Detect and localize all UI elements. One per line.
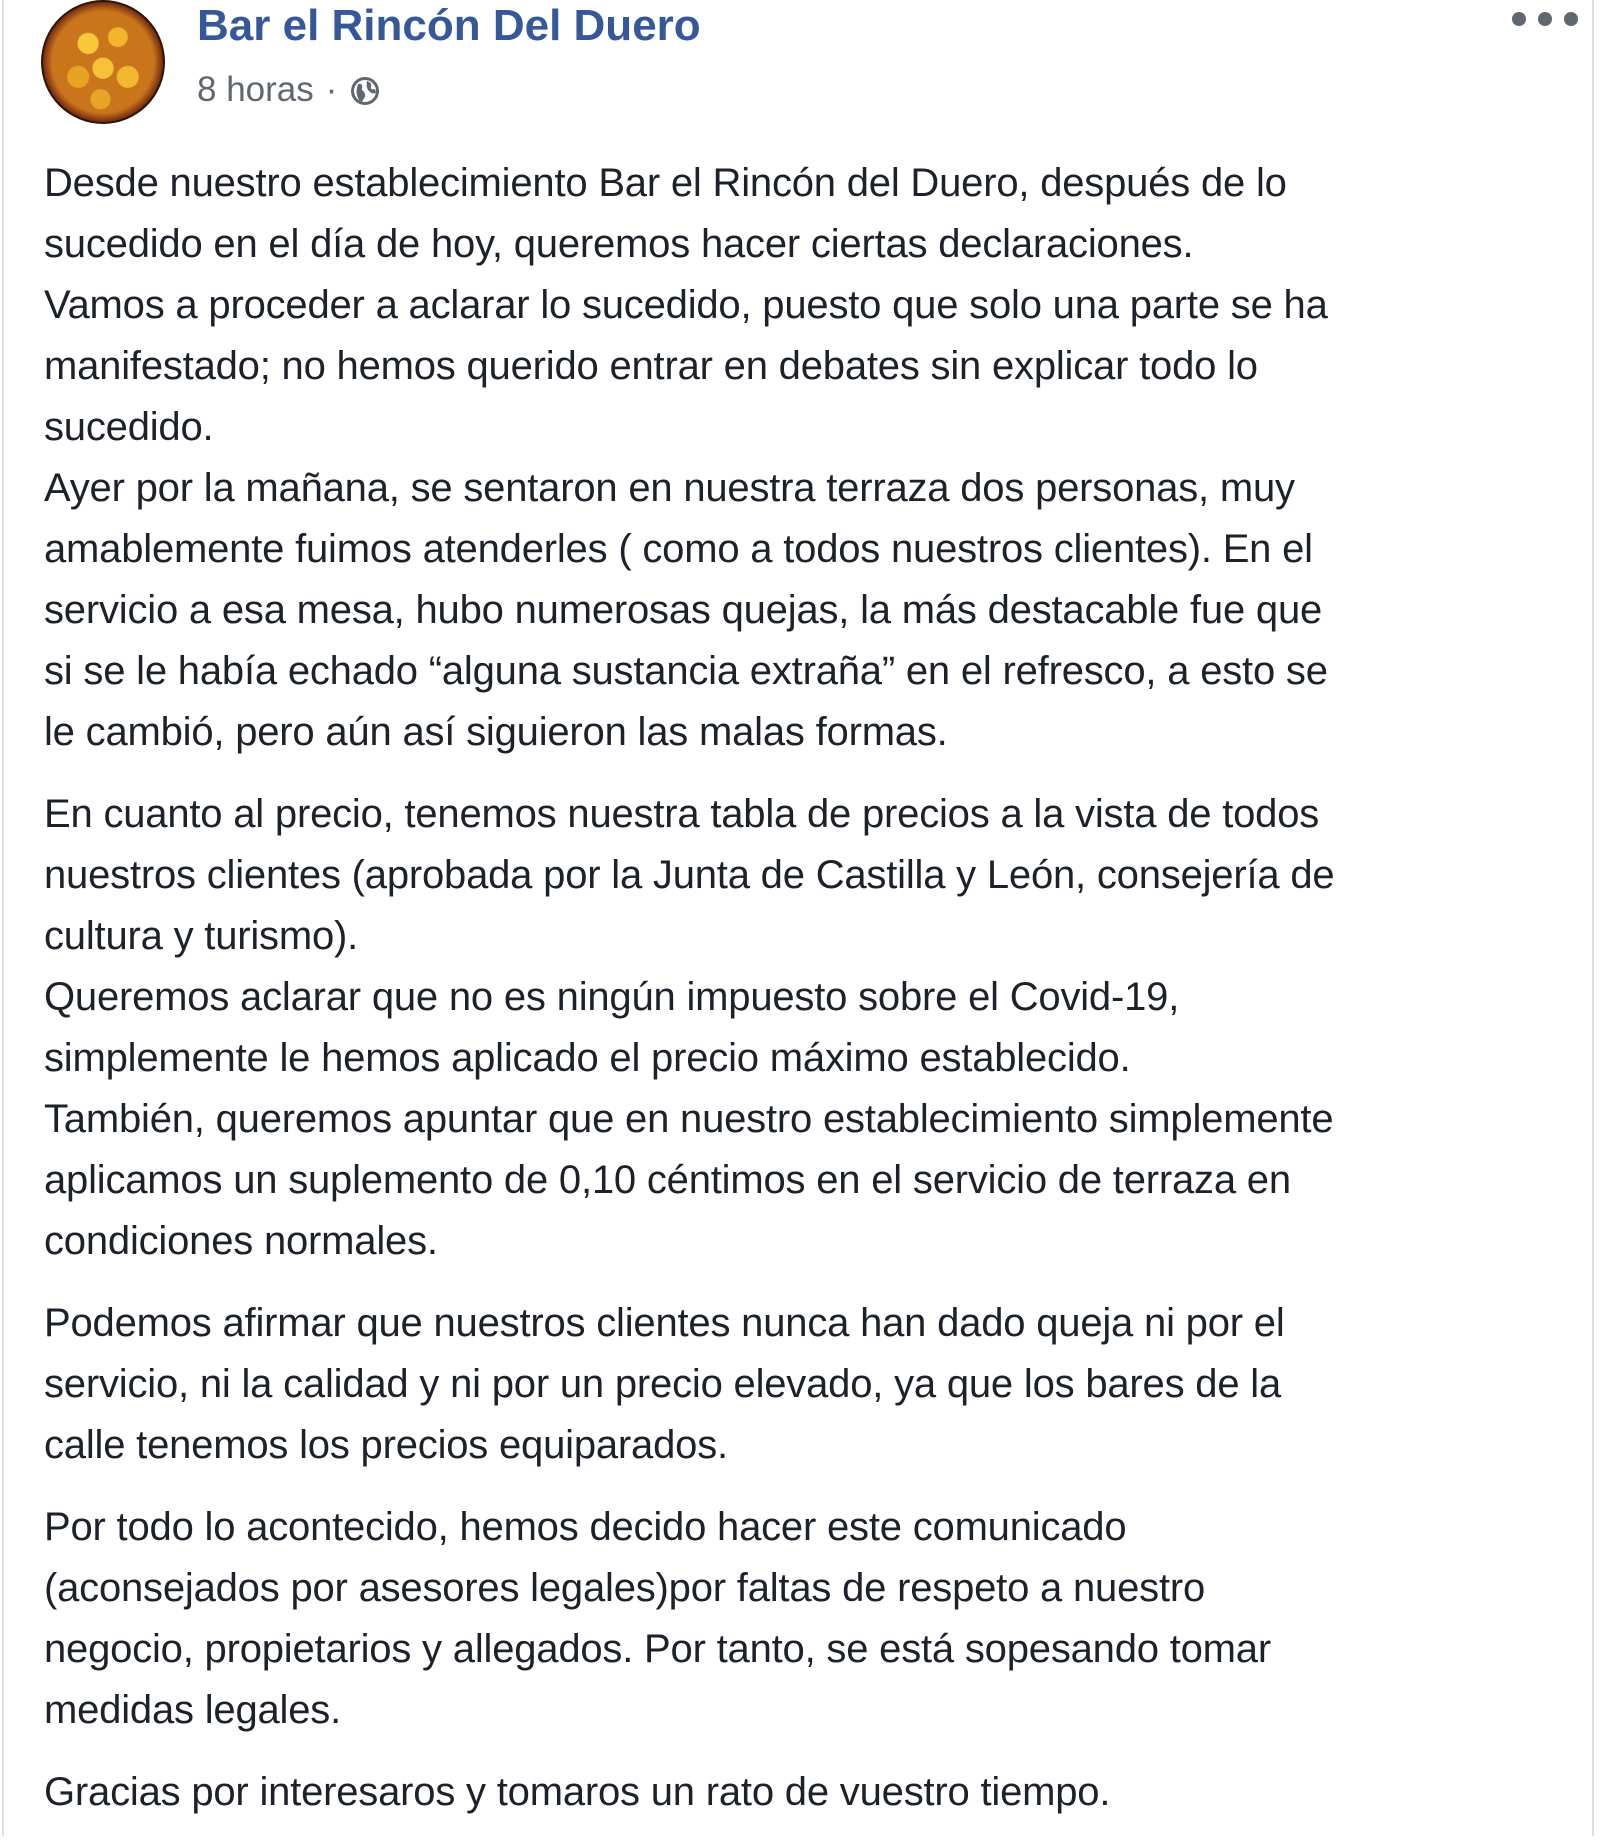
post-line: Queremos aclarar que no es ningún impuesto sobre el Covid-19,: [44, 975, 1180, 1019]
meta-separator: ·: [325, 70, 338, 109]
post-line: cultura y turismo).: [44, 914, 359, 958]
post-line: servicio a esa mesa, hubo numerosas quejas, la más destacable fue que: [44, 588, 1323, 632]
post-line: Vamos a proceder a aclarar lo sucedido, puesto que solo una parte se ha: [44, 283, 1328, 327]
ellipsis-icon-dot: [1512, 12, 1526, 26]
globe-icon[interactable]: [349, 74, 381, 106]
post-paragraph: [44, 1762, 1584, 1823]
more-options-button[interactable]: [1512, 8, 1578, 30]
post-meta: [197, 68, 381, 112]
ellipsis-icon-dot: [1538, 12, 1552, 26]
page-avatar[interactable]: [41, 0, 165, 124]
facebook-post: [2, 0, 1594, 1836]
post-line: condiciones normales.: [44, 1219, 438, 1263]
post-paragraph: [44, 1497, 1584, 1741]
post-line: En cuanto al precio, tenemos nuestra tabla de precios a la vista de todos: [44, 792, 1320, 836]
post-line: También, queremos apuntar que en nuestro establecimiento simplemente: [44, 1097, 1334, 1141]
post-line: nuestros clientes (aprobada por la Junta de Castilla y León, consejería de: [44, 853, 1335, 897]
post-line: aplicamos un suplemento de 0,10 céntimos en el servicio de terraza en: [44, 1158, 1291, 1202]
post-line: Por todo lo acontecido, hemos decido hacer este comunicado: [44, 1505, 1127, 1549]
post-line: sucedido en el día de hoy, queremos hacer ciertas declaraciones.: [44, 222, 1194, 266]
post-line: Desde nuestro establecimiento Bar el Rincón del Duero, después de lo: [44, 161, 1287, 205]
post-paragraph: [44, 784, 1584, 1272]
post-line: calle tenemos los precios equiparados.: [44, 1423, 728, 1467]
post-line: Podemos afirmar que nuestros clientes nunca han dado queja ni por el: [44, 1301, 1285, 1345]
post-line: negocio, propietarios y allegados. Por tanto, se está sopesando tomar: [44, 1627, 1271, 1671]
post-line: simplemente le hemos aplicado el precio máximo establecido.: [44, 1036, 1131, 1080]
post-timestamp[interactable]: 8 horas: [197, 70, 314, 109]
post-line: sucedido.: [44, 405, 214, 449]
post-line: servicio, ni la calidad y ni por un precio elevado, ya que los bares de la: [44, 1362, 1282, 1406]
post-line: manifestado; no hemos querido entrar en debates sin explicar todo lo: [44, 344, 1258, 388]
post-line: si se le había echado “alguna sustancia extraña” en el refresco, a esto se: [44, 649, 1328, 693]
ellipsis-icon-dot: [1564, 12, 1578, 26]
post-paragraph: [44, 153, 1584, 763]
post-paragraph: [44, 1293, 1584, 1476]
post-line: (aconsejados por asesores legales)por faltas de respeto a nuestro: [44, 1566, 1206, 1610]
post-line: Ayer por la mañana, se sentaron en nuestra terraza dos personas, muy: [44, 466, 1295, 510]
page-name-link[interactable]: Bar el Rincón Del Duero: [197, 1, 701, 50]
post-line: le cambió, pero aún así siguieron las malas formas.: [44, 710, 948, 754]
post-line: Gracias por interesaros y tomaros un rato de vuestro tiempo.: [44, 1770, 1111, 1814]
post-line: medidas legales.: [44, 1688, 341, 1732]
post-body: [44, 153, 1584, 1844]
post-line: amablemente fuimos atenderles ( como a todos nuestros clientes). En el: [44, 527, 1313, 571]
